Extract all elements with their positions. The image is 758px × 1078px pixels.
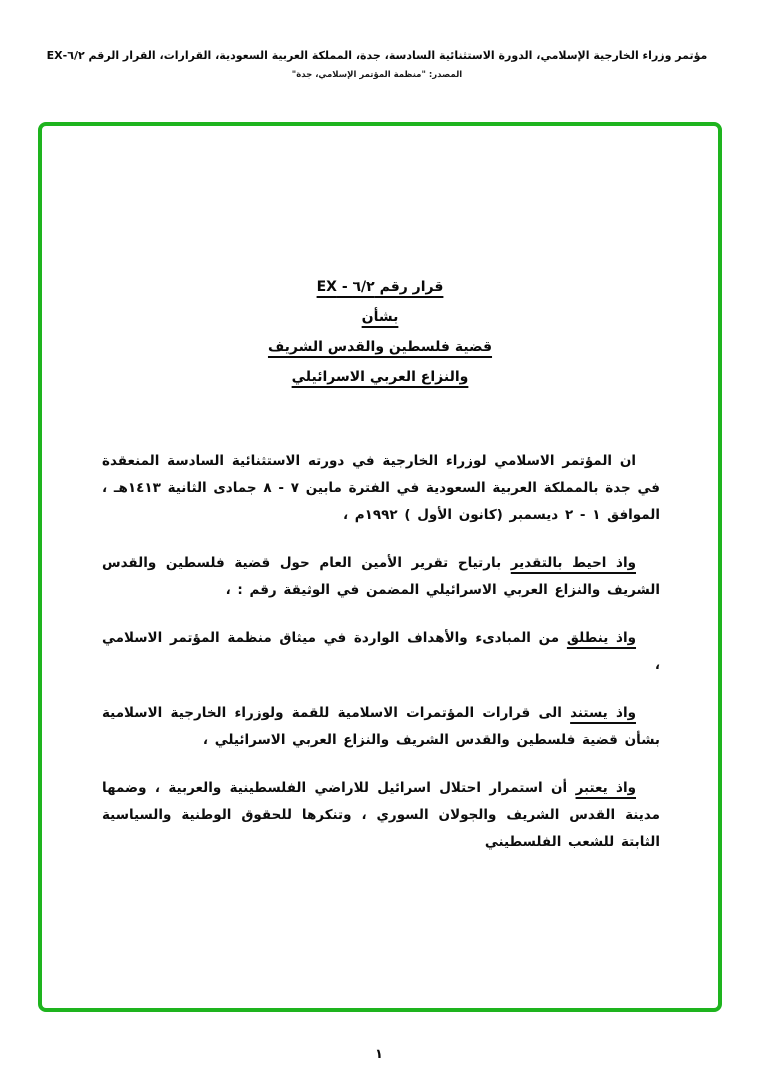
paragraph-text: ان المؤتمر الاسلامي لوزراء الخارجية في دورته الاستثنائية السادسة المنعقدة في جدة بالمملكة العربية السعودية في الفترة مابين ٧ - ٨ جمادى الثانية ١٤١٣هـ ، الموافق ١ - ٢ ديسمبر (كانون الأول ) ١٩٩٢م ، bbox=[102, 453, 660, 523]
paragraph-text: بارتياح تقرير الأمين العام حول قضية فلسطين والقدس الشريف والنزاع العربي الاسرائيلي المضمن في الوثيقة رقم : ، bbox=[102, 555, 660, 598]
title-line-subject-2: والنزاع العربي الاسرائيلي bbox=[291, 369, 469, 385]
paragraph-taking-note bbox=[102, 550, 660, 604]
paragraph-lead: واذ يستند bbox=[570, 705, 636, 721]
paragraph-lead: واذ ينطلق bbox=[566, 630, 637, 646]
paragraph-text: أن استمرار احتلال اسرائيل للاراضي الفلسطينية والعربية ، وضمها مدينة القدس الشريف والجولان السوري ، وتنكرها للحقوق الوطنية والسياسية الثابتة للشعب الفلسطيني bbox=[102, 780, 660, 850]
page-header bbox=[38, 48, 716, 80]
document-frame bbox=[38, 122, 722, 1012]
header-source: المصدر: "منظمة المؤتمر الإسلامي، جدة" bbox=[291, 70, 463, 81]
paragraph-text: الى قرارات المؤتمرات الاسلامية للقمة ولوزراء الخارجية الاسلامية بشأن قضية فلسطين والقدس الشريف والنزاع العربي الاسرائيلي ، bbox=[102, 705, 660, 748]
title-line-subject-1: قضية فلسطين والقدس الشريف bbox=[267, 339, 493, 355]
paragraph-lead: واذ احيط بالتقدير bbox=[510, 555, 636, 571]
title-line-regarding: بشأن bbox=[361, 309, 399, 325]
paragraph-lead: واذ يعتبر bbox=[575, 780, 636, 796]
paragraph-text: من المبادىء والأهداف الواردة في ميثاق منظمة المؤتمر الاسلامي ، bbox=[102, 630, 660, 673]
page-number: ١ bbox=[375, 1047, 383, 1062]
title-line-resolution-number: قرار رقم ٦/٢ - EX bbox=[316, 279, 444, 295]
paragraph-considering bbox=[102, 775, 660, 856]
paragraph-based-on bbox=[102, 700, 660, 754]
paragraph-proceeding-from bbox=[102, 625, 660, 679]
header-citation: مؤتمر وزراء الخارجية الإسلامي، الدورة الاستثنائية السادسة، جدة، المملكة العربية السعودية، القرارات، القرار الرقم ٦/٢-EX bbox=[46, 49, 708, 62]
resolution-title-block bbox=[42, 272, 718, 392]
resolution-body bbox=[102, 448, 660, 856]
paragraph-preamble bbox=[102, 448, 660, 529]
